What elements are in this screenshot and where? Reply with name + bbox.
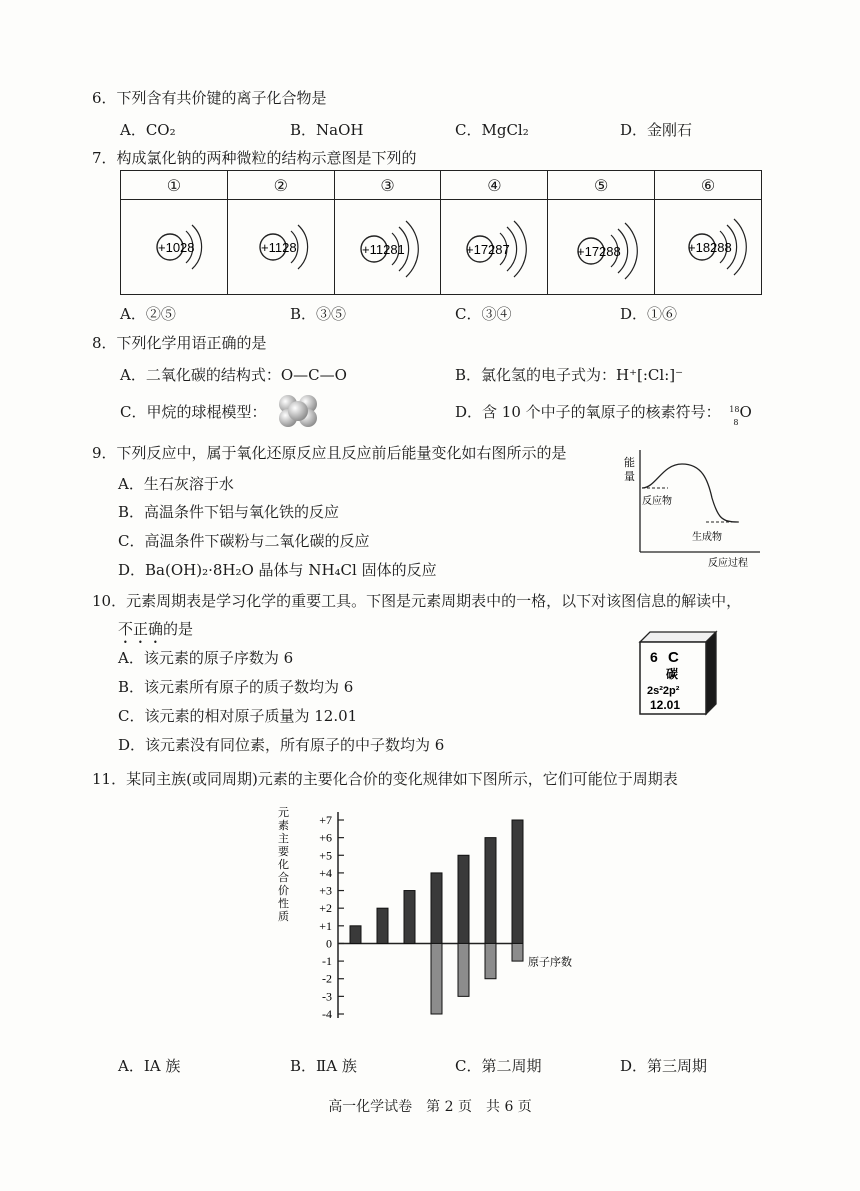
nuclide-atomic-number: 8	[733, 418, 739, 427]
negative-valence-bar	[485, 943, 496, 978]
methane-ball-stick-model	[272, 392, 326, 430]
q8-option-b: B．氯化氢的电子式为：H⁺[:Cl:]⁻	[455, 366, 684, 384]
q10-stem-suffix: 的是	[163, 620, 194, 638]
positive-valence-bar	[485, 838, 496, 944]
y-axis-label-char: 素	[278, 819, 289, 832]
atom-diagram-3	[338, 205, 438, 285]
page-footer: 高一化学试卷 第 2 页 共 6 页	[328, 1099, 532, 1115]
energy-y-label-1: 能	[624, 456, 635, 469]
y-tick-label: +1	[319, 918, 332, 933]
q10-option-c: C．该元素的相对原子质量为 12.01	[118, 707, 358, 725]
cell-electron-config: 2s²2p²	[647, 685, 680, 697]
atom-label: +17288	[577, 244, 621, 259]
atom-diagram-cell	[227, 200, 334, 295]
q9-option-d: D．Ba(OH)₂·8H₂O 晶体与 NH₄Cl 固体的反应	[118, 561, 437, 579]
nuclide-mass-number: 18	[729, 405, 740, 414]
positive-valence-bar	[350, 926, 361, 944]
q10-option-d: D．该元素没有同位素，所有原子的中子数均为 6	[118, 736, 445, 754]
y-axis-label-char: 化	[278, 858, 289, 871]
y-axis-label-char: 价	[278, 884, 289, 897]
y-tick-label: +6	[319, 830, 332, 845]
q10-stem-line2	[118, 619, 193, 647]
y-tick-label: +3	[319, 883, 332, 898]
q11-option-b: B．ⅡA 族	[290, 1057, 357, 1075]
y-axis-label-char: 质	[278, 910, 289, 923]
atom-diagram-cell	[441, 200, 548, 295]
cell-symbol: C	[668, 649, 679, 666]
valence-bar-chart	[270, 800, 600, 1030]
y-tick-label: +7	[319, 813, 332, 827]
q11-stem: 11．某同主族(或同周期)元素的主要化合价的变化规律如下图所示，它们可能位于周期表	[92, 770, 678, 788]
table-header: ①	[121, 171, 228, 200]
q7-option-c: C．③④	[455, 305, 512, 323]
y-tick-label: 0	[326, 936, 332, 951]
atom-diagram-cell	[334, 200, 441, 295]
y-tick-label: -1	[322, 954, 332, 969]
atom-diagram-1	[124, 205, 224, 285]
atom-label: +1028	[157, 240, 195, 255]
q6-option-c: C．MgCl₂	[455, 121, 529, 139]
y-tick-label: -4	[322, 1007, 332, 1021]
q10-option-b: B．该元素所有原子的质子数均为 6	[118, 678, 354, 696]
negative-valence-bar	[458, 943, 469, 996]
energy-diagram	[610, 440, 770, 570]
q6-option-d: D．金刚石	[620, 121, 693, 139]
q7-option-b: B．③⑤	[290, 305, 347, 323]
q9-option-b: B．高温条件下铝与氧化铁的反应	[118, 503, 340, 521]
q8-option-d	[455, 402, 752, 427]
reactant-label: 反应物	[642, 496, 672, 507]
atom-diagram-4	[444, 205, 544, 285]
positive-valence-bar	[404, 891, 415, 944]
table-header: ②	[227, 171, 334, 200]
y-tick-label: +4	[319, 865, 332, 880]
y-tick-label: +5	[319, 848, 332, 863]
product-label: 生成物	[692, 532, 722, 543]
q7-option-d: D．①⑥	[620, 305, 678, 323]
atom-diagram-cell	[655, 200, 762, 295]
cell-atomic-number: 6	[650, 649, 658, 665]
q7-option-a: A．②⑤	[120, 305, 176, 323]
q7-stem: 7．构成氯化钠的两种微粒的结构示意图是下列的	[92, 149, 417, 167]
q9-option-c: C．高温条件下碳粉与二氧化碳的反应	[118, 532, 370, 550]
positive-valence-bar	[458, 855, 469, 943]
q11-option-a: A．ⅠA 族	[118, 1057, 181, 1075]
table-header: ③	[334, 171, 441, 200]
q6-option-a: A．CO₂	[120, 121, 176, 139]
table-header: ④	[441, 171, 548, 200]
atom-diagram-2	[231, 205, 331, 285]
positive-valence-bar	[512, 820, 523, 943]
negative-valence-bar	[512, 943, 523, 961]
y-axis-label	[278, 806, 289, 923]
table-header: ⑤	[548, 171, 655, 200]
q9-stem: 9．下列反应中，属于氧化还原反应且反应前后能量变化如右图所示的是	[92, 444, 567, 462]
q6-option-b: B．NaOH	[290, 121, 364, 139]
q6-stem: 6．下列含有共价键的离子化合物是	[92, 89, 327, 107]
atom-label: +11281	[361, 242, 405, 257]
atom-label: +1128	[260, 240, 297, 255]
nuclide-index	[725, 402, 740, 427]
y-axis-label-char: 合	[278, 871, 289, 884]
q9-option-a: A．生石灰溶于水	[118, 475, 234, 493]
reaction-progress-label: 反应过程	[708, 558, 748, 569]
y-tick-label: -3	[322, 989, 332, 1004]
q8-option-d-text: D．含 10 个中子的氧原子的核素符号：	[455, 403, 721, 421]
table-header: ⑥	[655, 171, 762, 200]
atom-diagram-cell	[548, 200, 655, 295]
nuclide-symbol: O	[739, 403, 752, 421]
y-axis-label-char: 主	[278, 832, 289, 845]
negative-valence-bar	[431, 943, 442, 1014]
y-axis-label-char: 元	[278, 806, 289, 819]
atom-label: +17287	[466, 242, 511, 257]
atom-diagram-6	[658, 205, 758, 285]
q8-option-c: C．甲烷的球棍模型：	[120, 403, 267, 421]
q10-emphasis: 不正确	[118, 620, 164, 638]
atom-structure-table	[120, 170, 762, 295]
atom-diagram-5	[551, 205, 651, 285]
y-tick-label: -2	[322, 971, 332, 986]
y-tick-label: +2	[319, 901, 332, 916]
atom-diagram-cell	[121, 200, 228, 295]
q11-option-d: D．第三周期	[620, 1057, 708, 1075]
positive-valence-bar	[377, 908, 388, 943]
q8-stem: 8．下列化学用语正确的是	[92, 334, 267, 352]
y-axis-label-char: 要	[278, 845, 289, 858]
q10-option-a: A．该元素的原子序数为 6	[118, 649, 294, 667]
positive-valence-bar	[431, 873, 442, 944]
x-axis-label: 原子序数	[528, 955, 572, 969]
atom-label: +18288	[688, 240, 732, 255]
periodic-table-cell	[636, 628, 720, 716]
q8-option-a: A．二氧化碳的结构式：O—C—O	[120, 366, 347, 384]
energy-y-label-2: 量	[624, 470, 635, 483]
q10-stem: 10．元素周期表是学习化学的重要工具。下图是元素周期表中的一格，以下对该图信息的解读中，	[92, 592, 742, 610]
y-axis-label-char: 性	[278, 897, 289, 910]
cell-atomic-mass: 12.01	[650, 698, 681, 712]
q11-option-c: C．第二周期	[455, 1057, 542, 1075]
cell-name: 碳	[666, 667, 679, 681]
